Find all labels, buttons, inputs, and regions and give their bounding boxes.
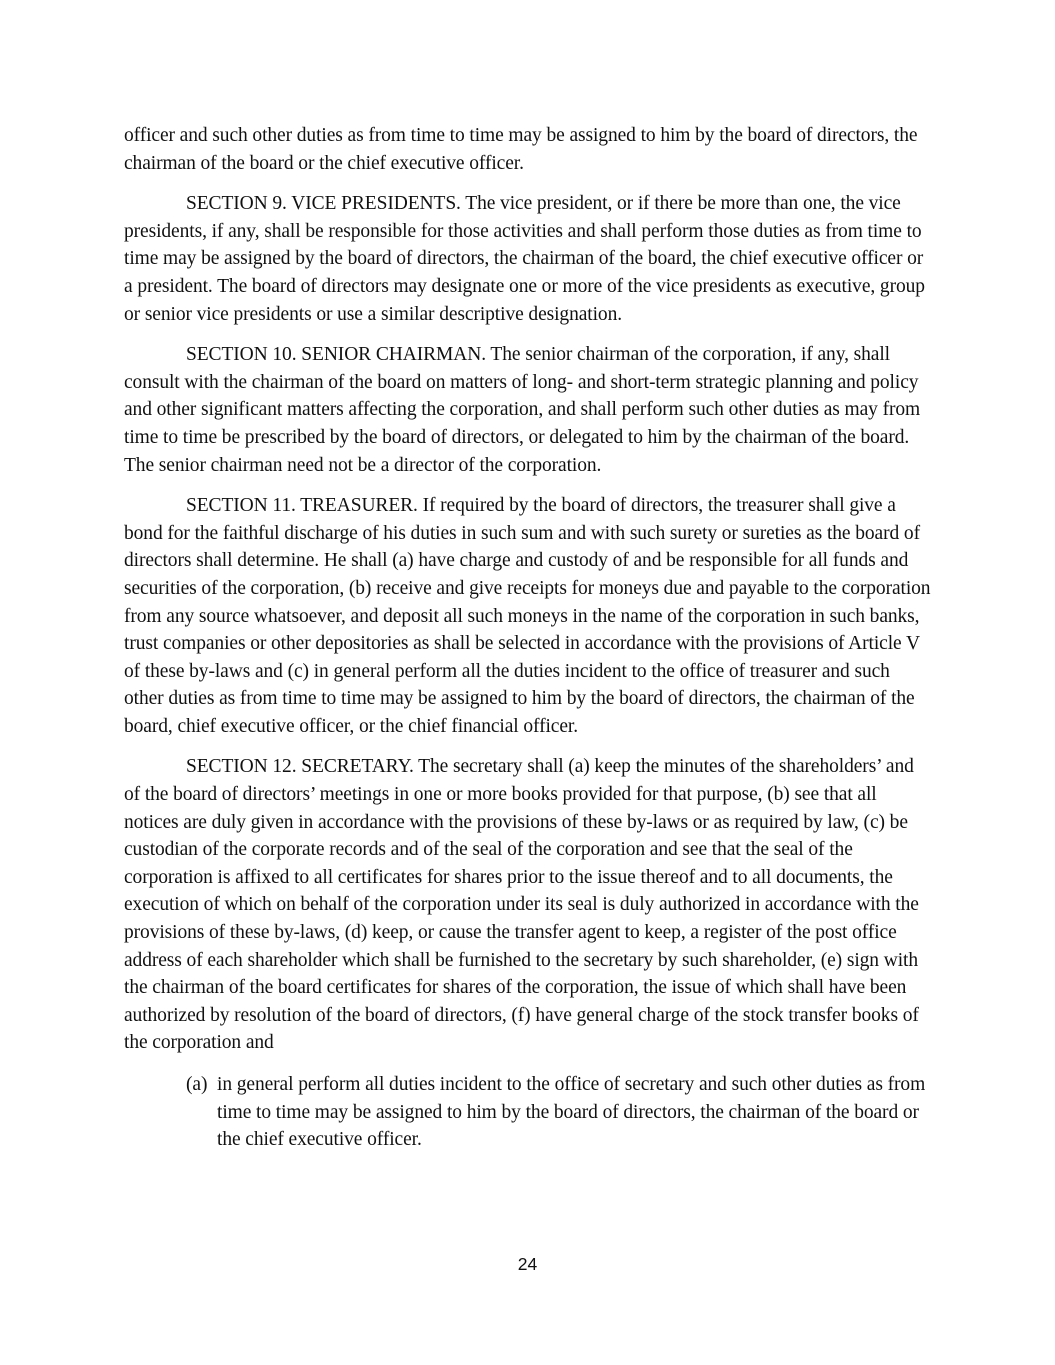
- document-body: [124, 122, 934, 1154]
- list-item-a: [186, 1071, 934, 1154]
- list-item-text: in general perform all duties incident to the office of secretary and such other duties as from time to time may be assigned to him by the board of directors, the chairman of the board or the chief executive officer.: [217, 1074, 926, 1151]
- list-marker: (a): [186, 1074, 208, 1095]
- section-11-treasurer: SECTION 11. TREASURER. If required by the board of directors, the treasurer shall give a bond for the faithful discharge of his duties in such sum and with such surety or sureties as the board of directors shall determine. He shall (a) have charge and custody of and be responsible for all funds and securities of the corporation, (b) receive and give receipts for moneys due and payable to the corporation from any source whatsoever, and deposit all such moneys in the name of the corporation in such banks, trust companies or other depositories as shall be selected in accordance with the provisions of Article V of these by-laws and (c) in general perform all the duties incident to the office of treasurer and such other duties as from time to time may be assigned to him by the board of directors, the chairman of the board, chief executive officer, or the chief financial officer.: [124, 495, 931, 737]
- page-number: 24: [517, 1254, 538, 1274]
- paragraph-continuation: officer and such other duties as from time to time may be assigned to him by the board of directors, the chairman of the board or the chief executive officer.: [124, 125, 918, 174]
- section-9-vice-presidents: SECTION 9. VICE PRESIDENTS. The vice president, or if there be more than one, the vice presidents, if any, shall be responsible for those activities and shall perform those duties as from time to time may be assigned by the board of directors, the chairman of the board, the chief executive officer or a president. The board of directors may designate one or more of the vice presidents as executive, group or senior vice presidents or use a similar descriptive designation.: [124, 193, 925, 325]
- section-10-senior-chairman: SECTION 10. SENIOR CHAIRMAN. The senior chairman of the corporation, if any, shall consult with the chairman of the board on matters of long- and short-term strategic planning and policy and other significant matters affecting the corporation, and shall perform such other duties as may from time to time be prescribed by the board of directors, or delegated to him by the chairman of the board. The senior chairman need not be a director of the corporation.: [124, 344, 921, 476]
- section-12-secretary: SECTION 12. SECRETARY. The secretary shall (a) keep the minutes of the shareholders’ and of the board of directors’ meetings in one or more books provided for that purpose, (b) see that all notices are duly given in accordance with the provisions of these by-laws or as required by law, (c) be custodian of the corporate records and of the seal of the corporation and see that the seal of the corporation is affixed to all certificates for shares prior to the issue thereof and to all documents, the execution of which on behalf of the corporation under its seal is duly authorized in accordance with the provisions of these by-laws, (d) keep, or cause the transfer agent to keep, a register of the post office address of each shareholder which shall be furnished to the secretary by such shareholder, (e) sign with the chairman of the board certificates for shares of the corporation, the issue of which shall have been authorized by resolution of the board of directors, (f) have general charge of the stock transfer books of the corporation and: [124, 756, 919, 1054]
